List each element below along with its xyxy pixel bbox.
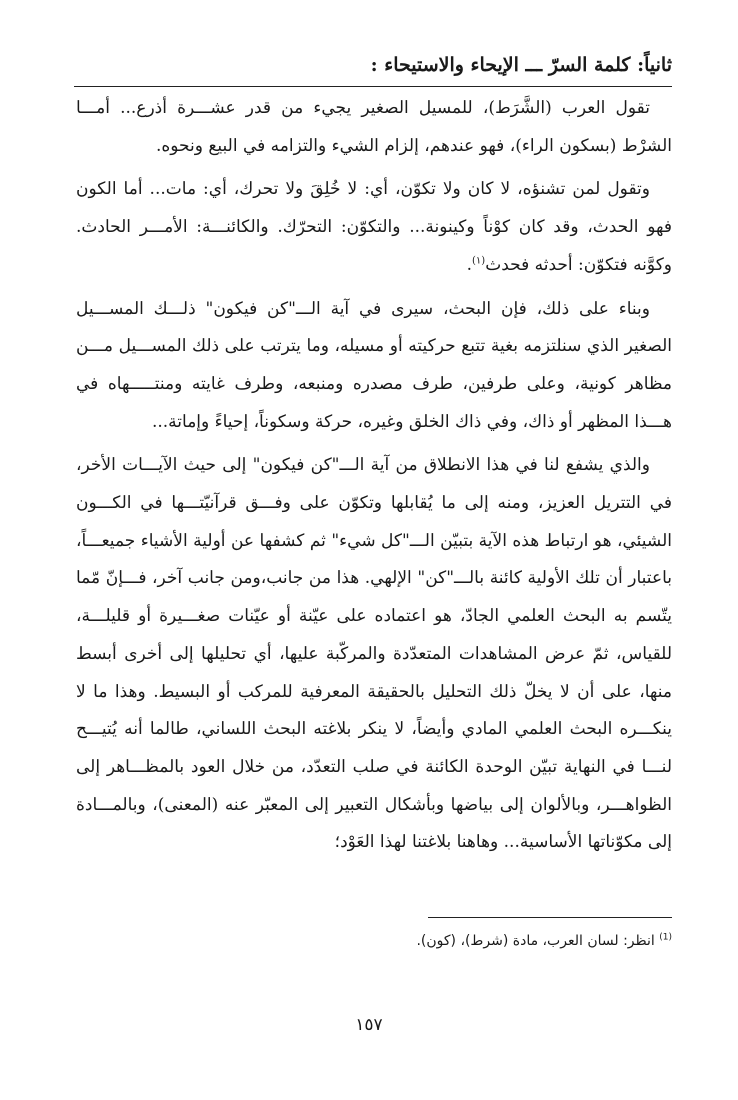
paragraph	[76, 90, 672, 165]
footnote-marker: (١)	[472, 255, 486, 267]
running-header	[74, 52, 672, 87]
paragraph	[76, 447, 672, 862]
footnote-divider	[428, 917, 672, 918]
page-number: ١٥٧	[355, 1015, 383, 1035]
paragraph-text: وبناء على ذلك، فإن البحث، سيرى في آية الـــ"كن فيكون" ذلـــك المســـيل الصغير الذي سنلتزمه بغية تتبع حركيته أو مسيله، وما يترتب على ذلك المســـيل مـــن مظاهر كونية، وعلى طرفين، طرف مصدره ومنبعه، وطرف غايته ومنتـــــهاه في هـــذا المظهر أو ذاك، وفي ذاك الخلق وغيره، حركة وسكوناً، إحياءً وإماتة...	[76, 298, 672, 432]
section-title: ثانياً: كلمة السرّ ـــ الإيحاء والاستيحاء :	[370, 54, 672, 76]
paragraph	[76, 291, 672, 442]
footnote-number: (1)	[659, 932, 672, 943]
paragraph-text: وتقول لمن تشنؤه، لا كان ولا تكوّن، أي: لا خُلِقَ ولا تحرك، أي: مات... أما الكون فهو الحدث، وقد كان كوْناً وكينونة... والتكوّن: التحرّك. والكائنـــة: الأمـــر الحادث. وكوَّنه فتكوّن: أحدثه فحدث	[76, 179, 672, 275]
paragraph: وتقول لمن تشنؤه، لا كان ولا تكوّن، أي: لا خُلِقَ ولا تحرك، أي: مات... أما الكون فهو الحدث، وقد كان كوْناً وكينونة... والتكوّن: التحرّك. والكائنـــة: الأمـــر الحادث. وكوَّنه فتكوّن: أحدثه فحدث$^{(١)}$.	[76, 179, 672, 275]
body-text	[76, 90, 672, 868]
paragraph-text: والذي يشفع لنا في هذا الانطلاق من آية الـــ"كن فيكون" إلى حيث الآيـــات الأخر، في التتريل العزيز، ومنه إلى ما يُقابلها وتكوّن على وفـــق قرآنيّتـــها في الكـــون الشيئي، هو ارتباط هذه الآية بتبيّن الـــ"كل شيء" ثم كشفها عن أولية الأشياء جميعـــاً، باعتبار أن تلك الأولية كائنة بالـــ"كن" الإلهي. هذا من جانب،ومن جانب آخر، فـــإنّ مّما يتّسم به البحث العلمي الجادّ، هو اعتماده على عيّنة أو عيّنات صغـــيرة أو قليلـــة، للقياس، ثمّ عرض المشاهدات المتعدّدة والمركّبة عليها، أي تحليلها إلى أخرى أبسط منها، على أن لا يخلّ ذلك التحليل بالحقيقة المعرفية للمركب أو البسيط. وهذا ما لا ينكـــره البحث العلمي المادي وأيضاً، لا ينكر بلاغته البحث اللساني، طالما أنه يُتيـــح لنـــا في النهاية تبيّن الوحدة الكائنة في صلب التعدّد، من خلال العود بالمظـــاهر إلى الظواهـــر، وبالألوان إلى بياضها وبأشكال التعبير إلى المعبّر عنه (المعنى)، وبالمـــادة إلى مكوّناتها الأساسية... وهاهنا بلاغتنا لهذا العَوْد؛	[76, 455, 672, 853]
footnote	[80, 930, 672, 952]
paragraph-text: تقول العرب (الشَّرَط)، للمسيل الصغير يجيء من قدر عشـــرة أذرع... أمـــا الشرْط (بسكون الراء)، فهو عندهم، إلزام الشيء والتزامه في البيع ونحوه.	[76, 98, 672, 156]
footnote-text: انظر: لسان العرب، مادة (شرط)، (كون).	[416, 933, 655, 949]
